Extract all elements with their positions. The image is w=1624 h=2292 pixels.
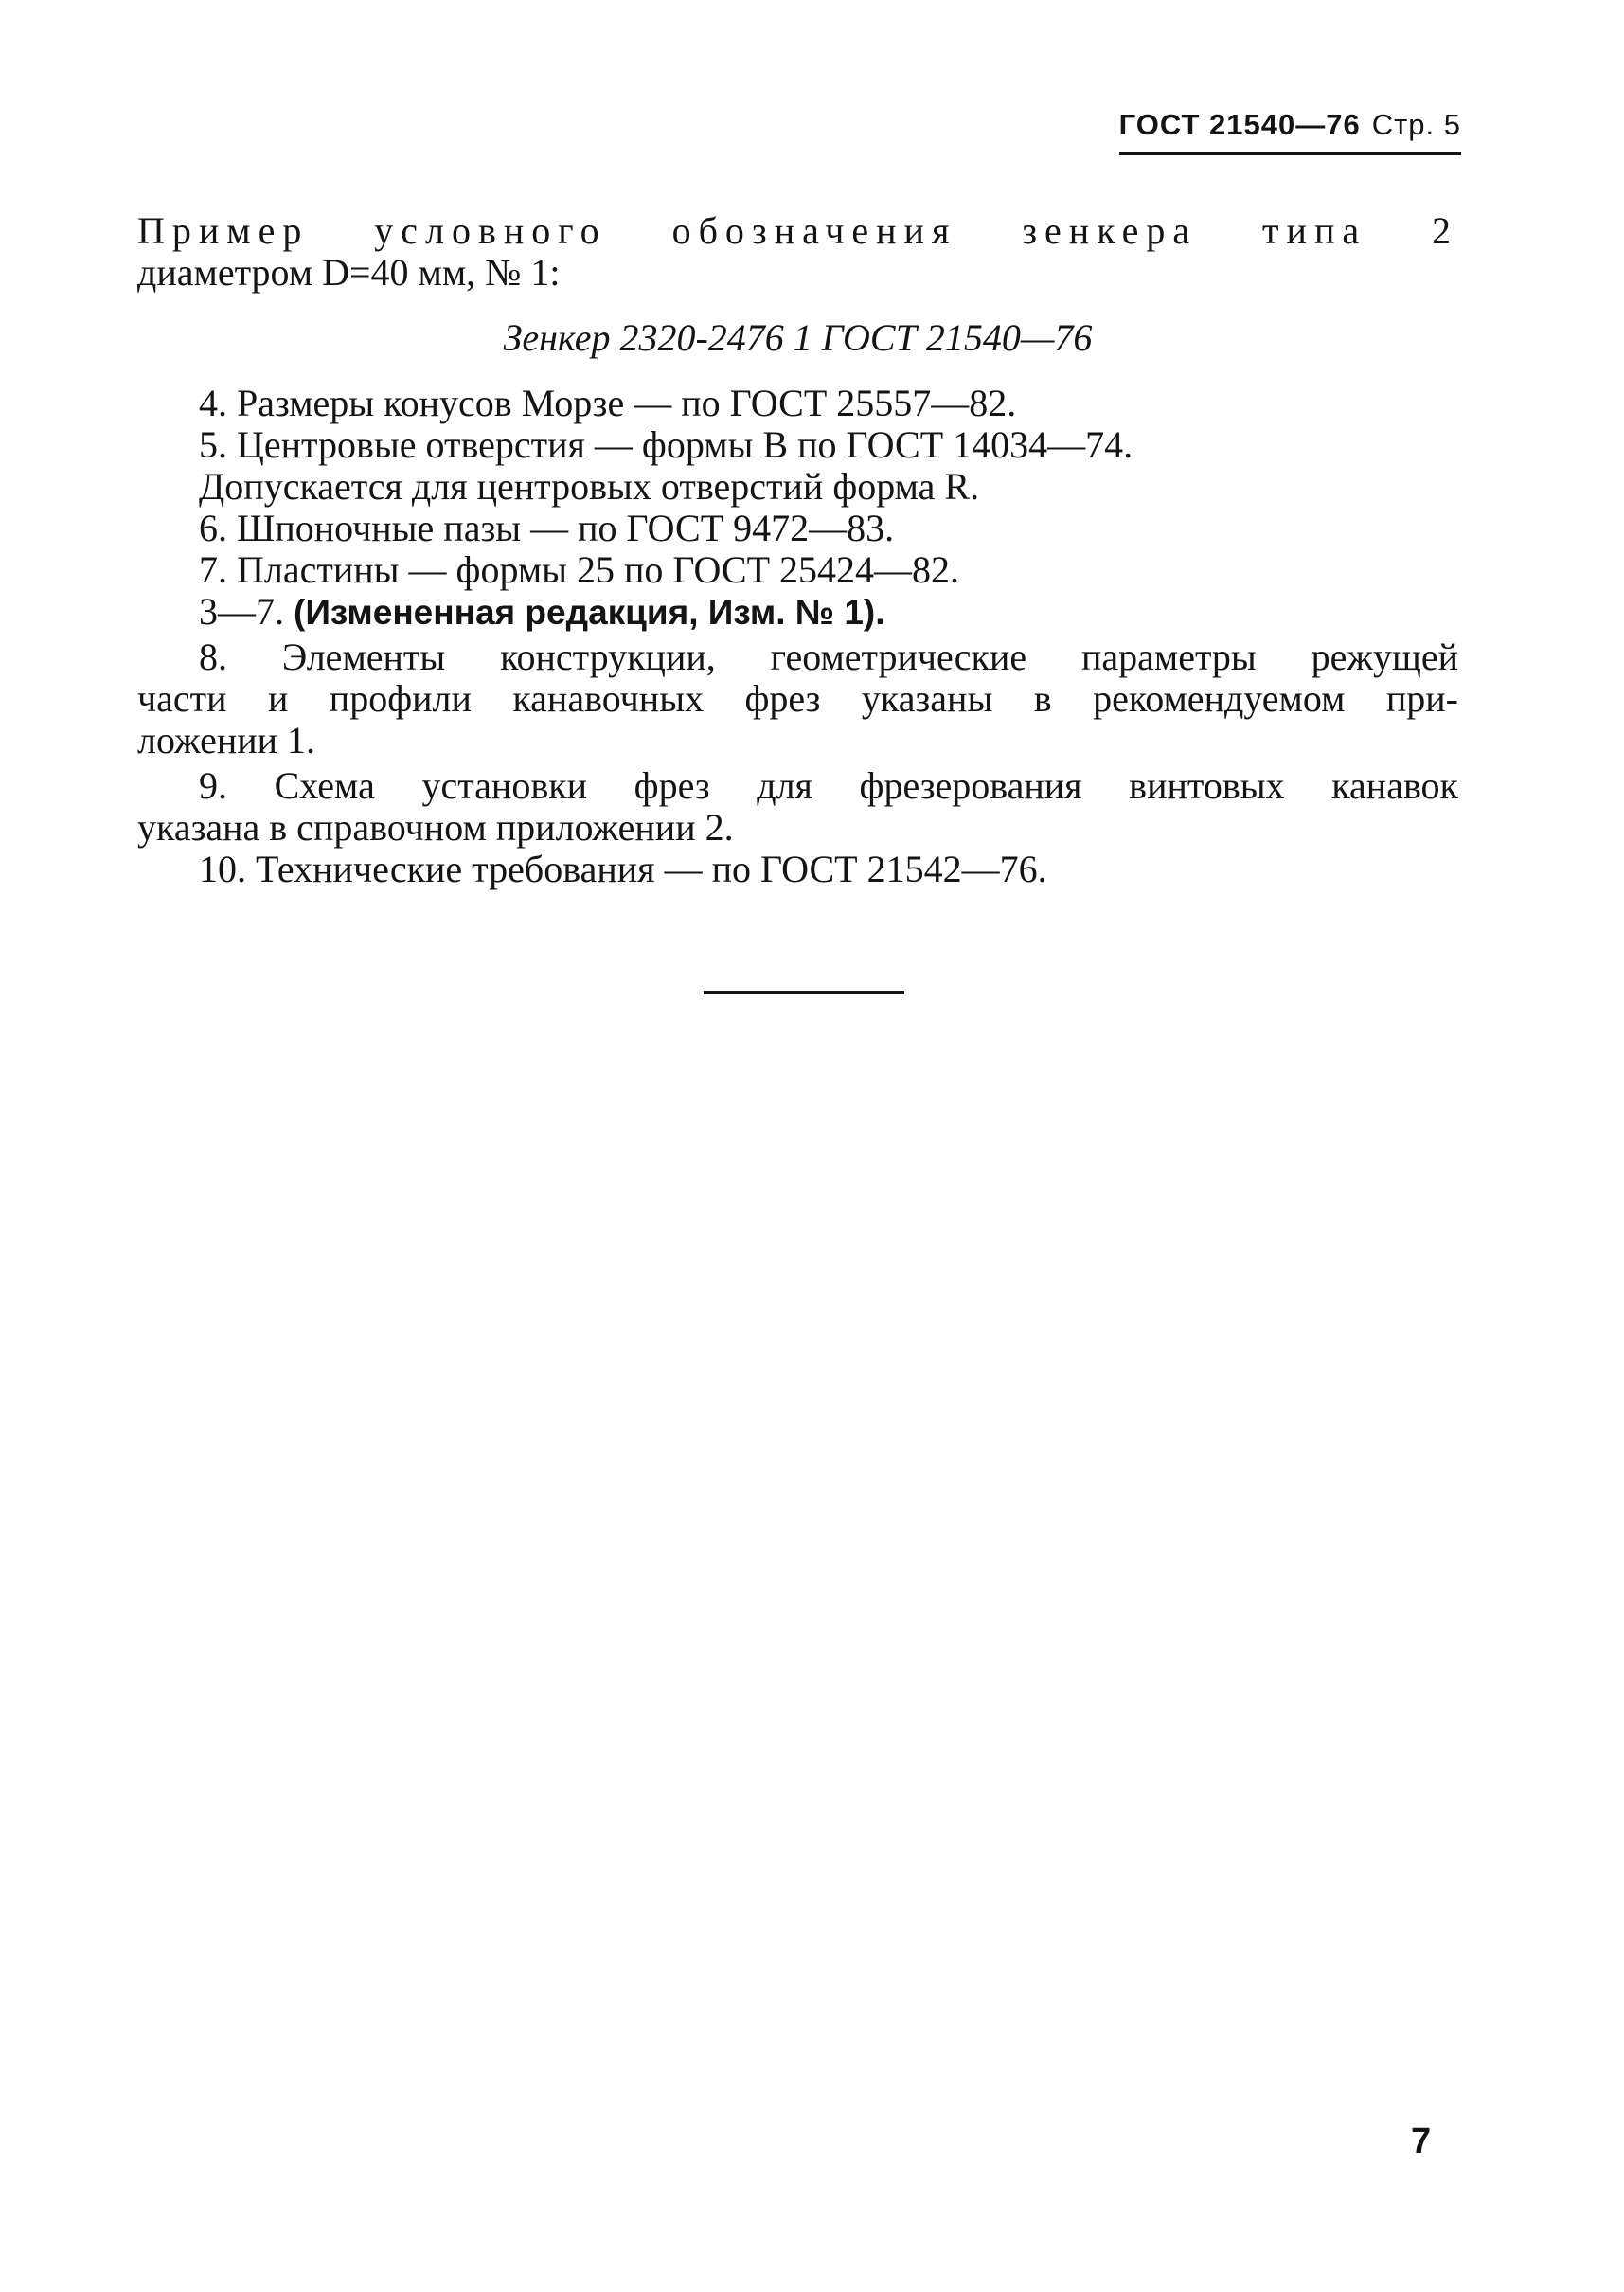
example-line-2: диаметром D=40 мм, № 1:: [137, 251, 561, 294]
header-page-label: Стр. 5: [1371, 108, 1461, 141]
paragraph-8-line-1: 8. Элементы конструкции, геометрические параметры режущей: [199, 636, 1458, 678]
end-rule: [704, 991, 904, 994]
document-body: [137, 0, 1458, 947]
amendment-note: [199, 591, 885, 634]
paragraph-5: 5. Центровые отверстия — формы В по ГОСТ 14034—74.: [199, 423, 1133, 466]
amendment-range: 3—7.: [199, 590, 284, 633]
paragraph-4: 4. Размеры конусов Морзе — по ГОСТ 25557—82.: [199, 382, 1017, 424]
paragraph-5-note: Допускается для центровых отверстий форма R.: [199, 465, 980, 508]
paragraph-9-line-2: указана в справочном приложении 2.: [137, 806, 734, 849]
paragraph-8-line-2: части и профили канавочных фрез указаны в рекомендуемом при-: [137, 677, 1458, 720]
page-number: 7: [1411, 2122, 1432, 2161]
example-designation: Зенкер 2320-2476 1 ГОСТ 21540—76: [503, 316, 1093, 359]
standard-code: ГОСТ 21540—76: [1118, 108, 1361, 141]
paragraph-10: 10. Технические требования — по ГОСТ 21542—76.: [199, 848, 1047, 890]
amendment-text: (Измененная редакция, Изм. № 1).: [294, 593, 885, 632]
paragraph-8-line-3: ложении 1.: [137, 719, 316, 761]
paragraph-7: 7. Пластины — формы 25 по ГОСТ 25424—82.: [199, 548, 960, 591]
paragraph-9-line-1: 9. Схема установки фрез для фрезерования винтовых канавок: [199, 764, 1458, 807]
paragraph-6: 6. Шпоночные пазы — по ГОСТ 9472—83.: [199, 507, 895, 549]
example-line-1: Пример условного обозначения зенкера типа 2: [137, 209, 1458, 252]
